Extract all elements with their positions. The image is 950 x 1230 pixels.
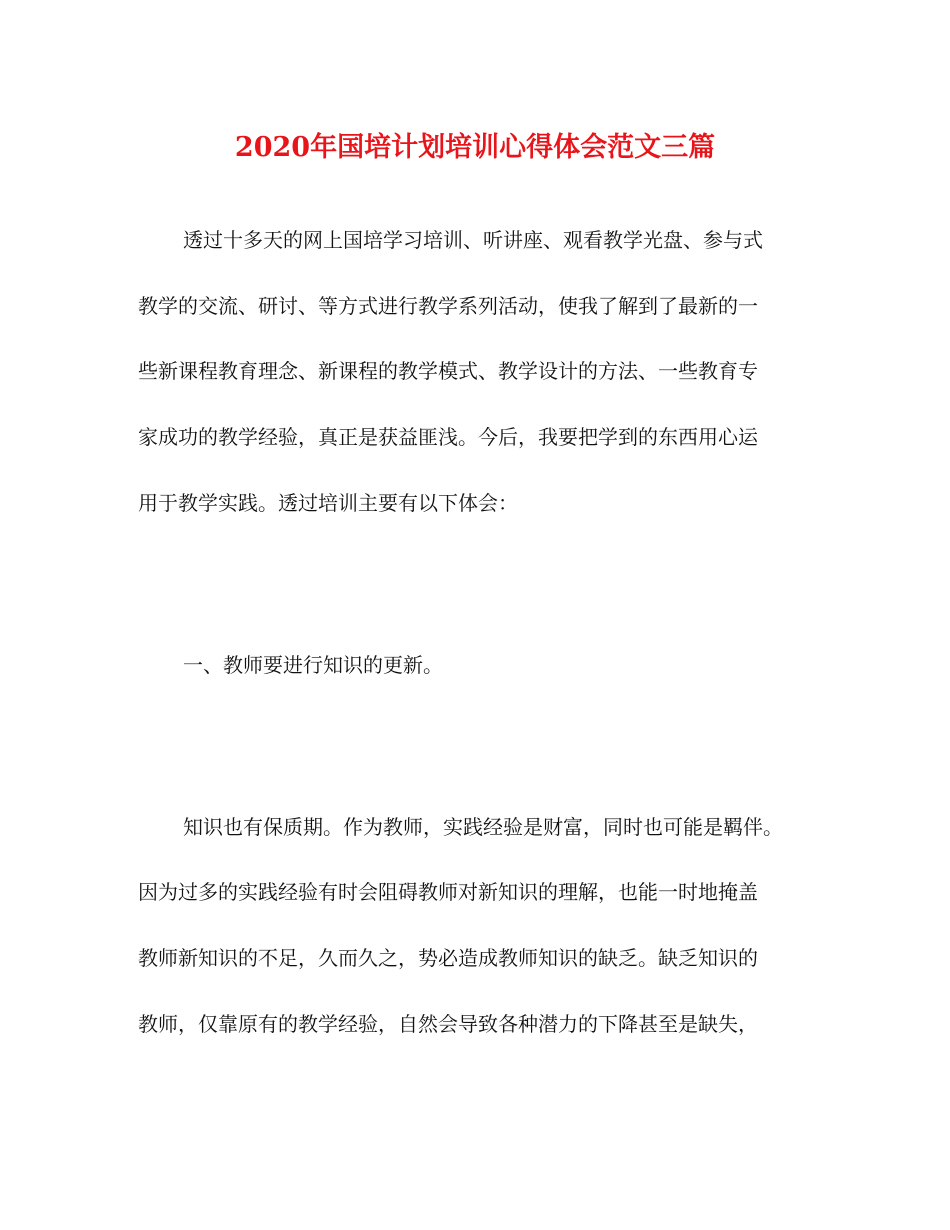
paragraph-2-line-4: 教师，仅靠原有的教学经验，自然会导致各种潜力的下降甚至是缺失，: [138, 1012, 758, 1036]
paragraph-1-line-1: 透过十多天的网上国培学习培训、听讲座、观看教学光盘、参与式: [183, 228, 763, 252]
paragraph-1-line-3: 些新课程教育理念、新课程的教学模式、教学设计的方法、一些教育专: [138, 359, 758, 383]
paragraph-1-line-5: 用于教学实践。透过培训主要有以下体会：: [138, 491, 518, 515]
document-title: 2020年国培计划培训心得体会范文三篇: [234, 132, 716, 163]
paragraph-2-line-1: 知识也有保质期。作为教师，实践经验是财富，同时也可能是羁伴。: [183, 815, 783, 839]
paragraph-2-line-2: 因为过多的实践经验有时会阻碍教师对新知识的理解，也能一时地掩盖: [138, 880, 758, 904]
section-heading-1: 一、教师要进行知识的更新。: [183, 653, 443, 677]
paragraph-1-line-2: 教学的交流、研讨、等方式进行教学系列活动，使我了解到了最新的一: [138, 294, 758, 318]
paragraph-2-line-3: 教师新知识的不足，久而久之，势必造成教师知识的缺乏。缺乏知识的: [138, 946, 758, 970]
paragraph-1-line-4: 家成功的教学经验，真正是获益匪浅。今后，我要把学到的东西用心运: [138, 425, 758, 449]
